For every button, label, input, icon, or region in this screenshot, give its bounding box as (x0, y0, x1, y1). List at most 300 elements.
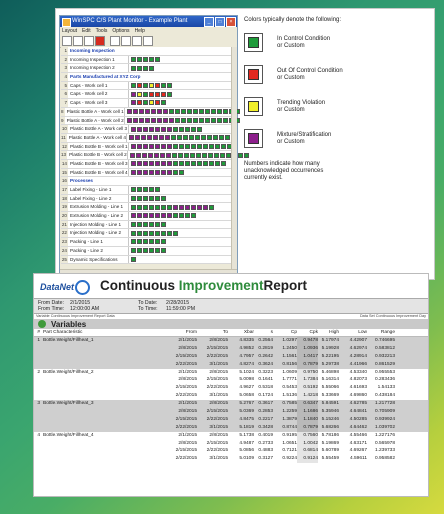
status-cell[interactable] (143, 196, 148, 201)
status-cell[interactable] (175, 109, 180, 114)
status-cell[interactable] (209, 144, 214, 149)
status-cell[interactable] (137, 66, 142, 71)
status-cell[interactable] (161, 170, 166, 175)
status-cell[interactable] (199, 118, 204, 123)
status-cell[interactable] (215, 144, 220, 149)
status-cell[interactable] (161, 231, 166, 236)
status-cell[interactable] (131, 231, 136, 236)
ci-report-panel (33, 273, 429, 497)
status-cell[interactable] (207, 135, 212, 140)
status-cell[interactable] (197, 205, 202, 210)
status-cell[interactable] (143, 92, 148, 97)
status-cells (129, 144, 232, 149)
status-cell[interactable] (155, 187, 160, 192)
status-cell[interactable] (163, 118, 168, 123)
row-label: Plastic Bottle A - Work cell 3 (70, 126, 128, 132)
status-cell[interactable] (221, 144, 226, 149)
status-cell[interactable] (148, 153, 153, 158)
status-cell[interactable] (166, 153, 171, 158)
status-cell[interactable] (149, 196, 154, 201)
status-cell[interactable] (131, 170, 136, 175)
status-cell[interactable] (187, 118, 192, 123)
red-swatch (244, 65, 263, 84)
table-icon[interactable] (121, 36, 131, 46)
status-cell[interactable] (143, 83, 148, 88)
monitor-row[interactable] (61, 64, 234, 73)
status-cell[interactable] (205, 109, 210, 114)
monitor-row[interactable] (61, 256, 234, 265)
status-cell[interactable] (131, 100, 136, 105)
status-cell[interactable] (131, 187, 136, 192)
status-cell[interactable] (137, 83, 142, 88)
variables-section-header[interactable] (34, 319, 428, 329)
status-cell[interactable] (171, 135, 176, 140)
group-header-row[interactable] (61, 47, 234, 56)
status-cell[interactable] (137, 239, 142, 244)
status-cell[interactable] (201, 135, 206, 140)
status-cell[interactable] (213, 135, 218, 140)
maximize-button[interactable]: □ (215, 17, 225, 27)
status-cell[interactable] (137, 205, 142, 210)
report-cell-range: 0.283436 (374, 377, 395, 383)
report-cell-cpk: 0.6347 (297, 400, 318, 408)
settings-icon[interactable] (143, 36, 153, 46)
report-cell-from: 2/8/2015 (178, 377, 197, 383)
status-cell[interactable] (181, 109, 186, 114)
monitor-row[interactable] (61, 238, 234, 247)
status-cell[interactable] (185, 144, 190, 149)
status-cell[interactable] (155, 170, 160, 175)
status-cell[interactable] (155, 222, 160, 227)
status-cell[interactable] (177, 135, 182, 140)
status-cell[interactable] (127, 118, 132, 123)
status-cell[interactable] (161, 127, 166, 132)
status-cell[interactable] (202, 153, 207, 158)
status-cell[interactable] (137, 92, 142, 97)
status-cell[interactable] (175, 118, 180, 123)
monitor-row[interactable] (61, 221, 234, 230)
status-cell[interactable] (209, 161, 214, 166)
minimize-button[interactable]: _ (204, 17, 214, 27)
status-cell[interactable] (131, 213, 136, 218)
status-cell[interactable] (193, 118, 198, 123)
status-cell[interactable] (161, 248, 166, 253)
status-cell[interactable] (137, 57, 142, 62)
status-cell[interactable] (179, 205, 184, 210)
status-cell[interactable] (161, 92, 166, 97)
report-cell-high: 5.55459 (321, 456, 339, 462)
status-cell[interactable] (161, 83, 166, 88)
status-cell[interactable] (215, 161, 220, 166)
status-cell[interactable] (185, 161, 190, 166)
status-cell[interactable] (139, 118, 144, 123)
status-cell[interactable] (161, 100, 166, 105)
status-cell[interactable] (161, 222, 166, 227)
monitor-row[interactable] (61, 160, 234, 169)
status-cell[interactable] (131, 257, 136, 262)
status-cell[interactable] (173, 127, 178, 132)
monitor-row[interactable] (61, 56, 234, 65)
status-cell[interactable] (191, 205, 196, 210)
status-cells (129, 205, 214, 210)
status-cell[interactable] (131, 239, 136, 244)
status-cell[interactable] (129, 135, 134, 140)
status-cell[interactable] (173, 144, 178, 149)
status-cell[interactable] (149, 144, 154, 149)
status-cell[interactable] (167, 213, 172, 218)
status-cell[interactable] (220, 153, 225, 158)
status-cell[interactable] (131, 66, 136, 71)
status-cell[interactable] (155, 127, 160, 132)
status-cell[interactable] (142, 153, 147, 158)
status-cell[interactable] (197, 161, 202, 166)
status-cell[interactable] (189, 135, 194, 140)
status-cell[interactable] (131, 196, 136, 201)
status-cell[interactable] (137, 222, 142, 227)
col-high: High (329, 330, 339, 335)
filter-left: Variable Continuous Improvement Report Data (36, 314, 115, 318)
status-cell[interactable] (211, 118, 216, 123)
status-cell[interactable] (223, 118, 228, 123)
status-cell[interactable] (208, 153, 213, 158)
status-cell[interactable] (143, 127, 148, 132)
status-cell[interactable] (145, 118, 150, 123)
status-cell[interactable] (214, 153, 219, 158)
status-cell[interactable] (193, 109, 198, 114)
report-cell-s: 0.2642 (258, 353, 273, 359)
status-cell[interactable] (149, 248, 154, 253)
status-cell[interactable] (173, 231, 178, 236)
status-cell[interactable] (143, 144, 148, 149)
status-cell[interactable] (185, 127, 190, 132)
status-cell[interactable] (169, 109, 174, 114)
status-cell[interactable] (197, 127, 202, 132)
status-cell[interactable] (131, 92, 136, 97)
status-cell[interactable] (203, 161, 208, 166)
monitor-row[interactable] (61, 82, 234, 91)
status-cell[interactable] (167, 144, 172, 149)
group-header-row[interactable] (61, 73, 234, 82)
status-cell[interactable] (141, 135, 146, 140)
monitor-row[interactable] (61, 186, 234, 195)
status-cell[interactable] (131, 127, 136, 132)
status-cell[interactable] (143, 161, 148, 166)
status-cell[interactable] (147, 135, 152, 140)
status-cell[interactable] (167, 205, 172, 210)
status-cell[interactable] (179, 127, 184, 132)
status-cell[interactable] (137, 187, 142, 192)
status-cell[interactable] (155, 196, 160, 201)
report-cell-n (34, 408, 43, 416)
status-cell[interactable] (143, 170, 148, 175)
to-date-label: To Date: (138, 300, 158, 306)
status-cell[interactable] (137, 231, 142, 236)
status-cell[interactable] (161, 161, 166, 166)
status-cell[interactable] (143, 248, 148, 253)
status-cell[interactable] (226, 153, 231, 158)
status-cells (129, 196, 166, 201)
report-cell-low: 4.55466 (349, 432, 367, 438)
status-cell[interactable] (149, 187, 154, 192)
status-cell[interactable] (179, 213, 184, 218)
status-cell[interactable] (155, 161, 160, 166)
status-cell[interactable] (154, 153, 159, 158)
status-cell[interactable] (143, 239, 148, 244)
status-cell[interactable] (161, 196, 166, 201)
status-cell[interactable] (137, 161, 142, 166)
report-cell-high: 5.22195 (321, 353, 339, 359)
status-cell[interactable] (131, 248, 136, 253)
menu-tools[interactable]: Tools (95, 28, 108, 34)
status-cell[interactable] (135, 135, 140, 140)
report-cell-range: 1.54133 (377, 385, 395, 391)
status-cell[interactable] (167, 231, 172, 236)
status-cell[interactable] (137, 170, 142, 175)
col-s: s (270, 330, 273, 335)
report-cell-range: 0.932213 (374, 353, 395, 359)
status-cell[interactable] (173, 213, 178, 218)
status-cell[interactable] (155, 205, 160, 210)
print-icon[interactable] (84, 36, 94, 46)
status-cell[interactable] (143, 213, 148, 218)
monitor-row[interactable] (61, 203, 234, 212)
status-cell[interactable] (179, 170, 184, 175)
status-cell[interactable] (149, 170, 154, 175)
window-titlebar[interactable] (60, 16, 237, 27)
status-cell[interactable] (136, 153, 141, 158)
status-cell[interactable] (159, 135, 164, 140)
status-cell[interactable] (143, 187, 148, 192)
status-cell[interactable] (197, 144, 202, 149)
report-cell-range: 1.039702 (374, 424, 395, 430)
status-cell[interactable] (155, 231, 160, 236)
status-cell[interactable] (161, 144, 166, 149)
status-cell[interactable] (149, 231, 154, 236)
status-cell[interactable] (187, 109, 192, 114)
monitor-row[interactable] (61, 108, 234, 117)
open-icon[interactable] (62, 36, 72, 46)
status-cell[interactable] (223, 109, 228, 114)
status-cell[interactable] (149, 161, 154, 166)
status-cell[interactable] (149, 92, 154, 97)
monitor-row[interactable] (61, 151, 234, 160)
status-cell[interactable] (219, 135, 224, 140)
report-cell-part (43, 392, 169, 400)
status-cell[interactable] (172, 153, 177, 158)
status-cell[interactable] (149, 205, 154, 210)
status-cell[interactable] (143, 66, 148, 71)
status-cell[interactable] (151, 109, 156, 114)
status-cell[interactable] (131, 57, 136, 62)
status-cell[interactable] (133, 109, 138, 114)
status-cell[interactable] (137, 127, 142, 132)
status-cell[interactable] (155, 144, 160, 149)
monitor-row[interactable] (61, 90, 234, 99)
status-cell[interactable] (217, 109, 222, 114)
report-title (100, 278, 307, 293)
legend-purple-line2: or Custom (277, 138, 305, 145)
status-cell[interactable] (209, 205, 214, 210)
status-cell[interactable] (191, 213, 196, 218)
status-cell[interactable] (131, 161, 136, 166)
report-cell-xbar: 5.0658 (239, 393, 254, 399)
status-cell[interactable] (155, 83, 160, 88)
status-cell[interactable] (195, 135, 200, 140)
report-row (34, 361, 428, 369)
status-cell[interactable] (217, 118, 222, 123)
status-cell[interactable] (149, 222, 154, 227)
status-cell[interactable] (149, 57, 154, 62)
grid-icon[interactable] (132, 36, 142, 46)
status-cell[interactable] (173, 205, 178, 210)
status-cell[interactable] (190, 153, 195, 158)
status-cell[interactable] (167, 127, 172, 132)
status-cell[interactable] (131, 222, 136, 227)
status-cell[interactable] (185, 205, 190, 210)
status-cell[interactable] (199, 109, 204, 114)
status-cell[interactable] (211, 109, 216, 114)
status-cell[interactable] (130, 153, 135, 158)
monitor-row[interactable] (61, 195, 234, 204)
status-cell[interactable] (153, 135, 158, 140)
report-cell-range: 0.958582 (374, 456, 395, 462)
status-cell[interactable] (133, 118, 138, 123)
status-cell[interactable] (127, 109, 132, 114)
menu-help[interactable]: Help (134, 28, 145, 34)
status-cell[interactable] (149, 66, 154, 71)
status-cell[interactable] (149, 83, 154, 88)
col-number: # (37, 330, 40, 335)
stop-icon[interactable] (95, 36, 105, 46)
status-cell[interactable] (167, 161, 172, 166)
save-icon[interactable] (73, 36, 83, 46)
status-cell[interactable] (139, 109, 144, 114)
monitor-row[interactable] (61, 117, 234, 126)
status-cell[interactable] (178, 153, 183, 158)
status-cell[interactable] (137, 144, 142, 149)
status-cell[interactable] (131, 83, 136, 88)
status-cell[interactable] (149, 127, 154, 132)
status-cell[interactable] (131, 205, 136, 210)
status-cell[interactable] (225, 135, 230, 140)
status-cell[interactable] (181, 118, 186, 123)
status-cell[interactable] (161, 213, 166, 218)
chart-icon[interactable] (110, 36, 120, 46)
menu-options[interactable]: Options (112, 28, 130, 34)
status-cell[interactable] (161, 205, 166, 210)
report-cell-range: 0.438184 (374, 393, 395, 399)
status-cells (129, 127, 202, 132)
window-title: WinSPC C/S Plant Monitor - Example Plant (72, 18, 188, 24)
status-cell[interactable] (179, 144, 184, 149)
status-cell[interactable] (173, 170, 178, 175)
status-cell[interactable] (221, 161, 226, 166)
status-cell[interactable] (157, 109, 162, 114)
status-cell[interactable] (205, 118, 210, 123)
menu-edit[interactable]: Edit (82, 28, 91, 34)
row-label: Plastic Bottle A - Work cell 2 (66, 117, 124, 123)
report-cell-xbar: 5.0856 (239, 448, 254, 454)
status-cell[interactable] (157, 118, 162, 123)
status-cell[interactable] (143, 205, 148, 210)
status-cell[interactable] (155, 92, 160, 97)
status-cell[interactable] (191, 144, 196, 149)
monitor-row[interactable] (61, 169, 234, 178)
status-cell[interactable] (149, 213, 154, 218)
status-cell[interactable] (137, 196, 142, 201)
report-cell-part (43, 353, 169, 361)
status-cell[interactable] (149, 239, 154, 244)
status-cell[interactable] (155, 213, 160, 218)
status-cell[interactable] (137, 100, 142, 105)
status-cell[interactable] (160, 153, 165, 158)
status-cell[interactable] (137, 248, 142, 253)
status-cell[interactable] (185, 213, 190, 218)
report-cell-low: 4.62785 (349, 401, 367, 407)
status-cell[interactable] (151, 118, 156, 123)
status-cell[interactable] (169, 118, 174, 123)
status-cell[interactable] (163, 109, 168, 114)
status-cell[interactable] (191, 127, 196, 132)
expand-icon[interactable] (38, 320, 46, 328)
status-cell[interactable] (167, 170, 172, 175)
status-cell[interactable] (145, 109, 150, 114)
status-cell[interactable] (161, 239, 166, 244)
monitor-row[interactable] (61, 99, 234, 108)
status-cell[interactable] (203, 205, 208, 210)
status-cell[interactable] (131, 144, 136, 149)
status-cell[interactable] (143, 100, 148, 105)
status-cell[interactable] (173, 161, 178, 166)
status-cell[interactable] (143, 231, 148, 236)
report-cell-s: 0.3617 (258, 401, 273, 407)
status-cell[interactable] (184, 153, 189, 158)
report-cell-s: 0.3127 (258, 456, 273, 462)
monitor-row[interactable] (61, 229, 234, 238)
report-cell-high: 5.29738 (321, 361, 339, 367)
menu-layout[interactable]: Layout (62, 28, 78, 34)
monitor-row[interactable] (61, 212, 234, 221)
monitor-row[interactable] (61, 134, 234, 143)
status-cell[interactable] (167, 83, 172, 88)
status-cell[interactable] (155, 248, 160, 253)
report-cell-to: 2/8/2015 (209, 338, 228, 343)
status-cell[interactable] (179, 161, 184, 166)
status-cell[interactable] (155, 57, 160, 62)
status-cell[interactable] (191, 161, 196, 166)
status-cell[interactable] (137, 213, 142, 218)
status-cell[interactable] (155, 239, 160, 244)
status-cell[interactable] (143, 222, 148, 227)
status-cell[interactable] (149, 100, 154, 105)
group-header-row[interactable] (61, 177, 234, 186)
monitor-row[interactable] (61, 125, 234, 134)
report-cell-cp: 1.0609 (282, 369, 297, 375)
status-cell[interactable] (143, 57, 148, 62)
report-cell-to: 2/22/2015 (206, 353, 228, 359)
monitor-row[interactable] (61, 247, 234, 256)
vertical-scrollbar[interactable] (231, 47, 237, 269)
status-cell[interactable] (167, 92, 172, 97)
close-button[interactable]: × (226, 17, 236, 27)
status-cell[interactable] (155, 100, 160, 105)
status-cell[interactable] (238, 153, 243, 158)
status-cell[interactable] (183, 135, 188, 140)
status-cell[interactable] (196, 153, 201, 158)
status-cell[interactable] (165, 135, 170, 140)
status-cell[interactable] (203, 144, 208, 149)
monitor-row[interactable] (61, 143, 234, 152)
